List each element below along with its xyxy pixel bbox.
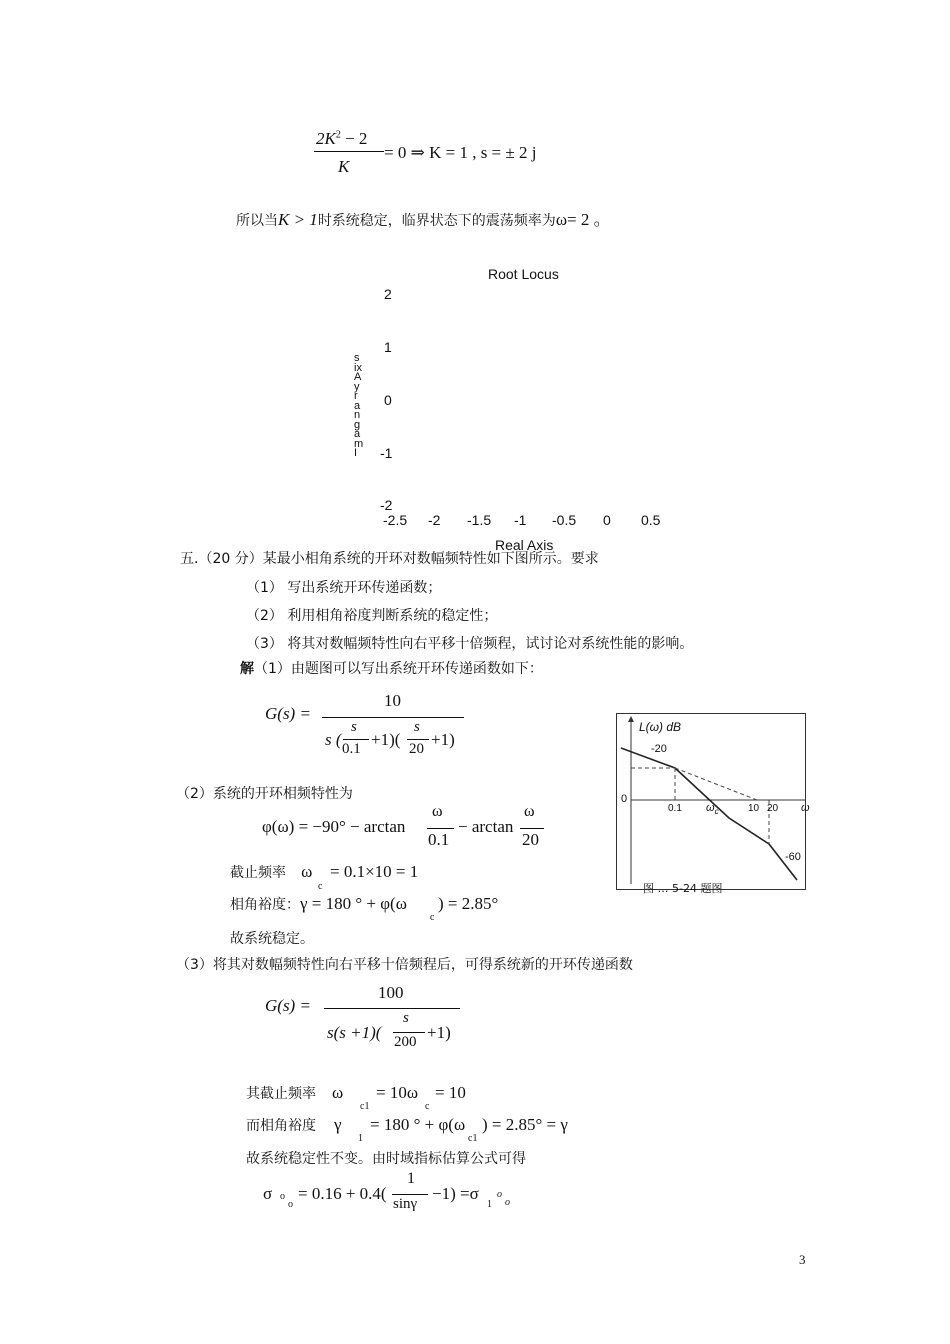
sigma-num: 1 (407, 1170, 415, 1187)
solution-3: （3）将其对数幅频特性向右平移十倍频程后，可得系统新的开环传递函数 (176, 957, 633, 973)
new-cutoff-line: 其截止频率 ω (246, 1083, 344, 1102)
bode-xtick: ω (801, 802, 810, 814)
G1-den-s2: s (414, 719, 420, 735)
sigma-sub-o2: o (288, 1199, 293, 1210)
G1-den-20: 20 (409, 741, 424, 757)
bode-caption: 图 … 5-24 题图 (643, 882, 723, 895)
rl-xtick: -2 (428, 512, 441, 528)
rl-xtick: -1 (514, 512, 527, 528)
G2-den-bar (393, 1032, 425, 1033)
G2-den-s: s (403, 1010, 409, 1026)
rl-ytick: 1 (384, 339, 392, 355)
new-margin-sub2: c1 (468, 1133, 478, 1144)
sigma-lhs: σ (263, 1184, 273, 1203)
problem5-item: （2） 利用相角裕度判断系统的稳定性； (246, 608, 498, 624)
new-cutoff-mid: = 10ω (376, 1083, 419, 1102)
problem5-heading: 五.（20 分）某最小相角系统的开环对数幅频特性如下图所示。要求 (180, 551, 599, 567)
rl-ylabel: s ix A y r a n g a m I (354, 352, 364, 459)
G2-numerator: 100 (378, 983, 404, 1002)
rl-ytick: 0 (384, 392, 392, 408)
unchanged-conclusion: 故系统稳定性不变。由时域指标估算公式可得 (246, 1151, 526, 1167)
rl-xtick: -0.5 (552, 512, 577, 528)
solution-1: 解（1）由题图可以写出系统开环传递函数如下： (240, 661, 543, 677)
G1-den-bar1 (343, 739, 369, 740)
rl-xlabel: Real Axis (495, 537, 554, 553)
G2-den-200: 200 (394, 1034, 417, 1050)
cutoff-sub: c (318, 881, 323, 892)
G1-fraction-bar (322, 717, 464, 718)
phi-bar2 (520, 828, 544, 829)
phi-lhs: φ(ω) = −90° − arctan (262, 817, 406, 836)
cutoff-line: 截止频率 ω (230, 862, 313, 881)
G1-den-end: +1) (431, 730, 455, 749)
bode-xtick: 10 (748, 803, 760, 814)
bode-xtick: 20 (767, 803, 779, 814)
margin-sub: c (430, 912, 435, 923)
bode-dash-slope (675, 768, 757, 800)
G2-fraction-bar (324, 1008, 460, 1009)
bode-y-arrow (628, 716, 634, 722)
bode-slope3: -60 (785, 851, 801, 863)
margin-rhs: ) = 2.85° (438, 894, 499, 913)
rl-xtick: 0.5 (641, 512, 661, 528)
new-margin-mid: = 180 ° + φ(ω (370, 1115, 466, 1134)
stable-conclusion: 故系统稳定。 (230, 931, 314, 947)
eq1-denominator: K (338, 157, 350, 176)
stability-statement: 所以当K > 1时系统稳定，临界状态下的震荡频率为ω= 2 。 (236, 210, 611, 229)
page-number: 3 (799, 1252, 806, 1267)
new-cutoff-sub1: c1 (360, 1101, 370, 1112)
bode-slope1: -20 (651, 743, 667, 755)
sigma-tail: −1) =σ (432, 1184, 479, 1203)
sigma-sub-o4: o (505, 1197, 510, 1208)
G1-den-mid: +1)( (371, 730, 401, 749)
sigma-sub1: 1 (487, 1199, 492, 1210)
rl-xtick: 0 (603, 512, 611, 528)
new-cutoff-sub2: c (425, 1101, 430, 1112)
G1-lhs: G(s) = (265, 704, 311, 723)
G1-den-s: s ( (325, 730, 342, 749)
margin-line: 相角裕度：γ = 180 ° + φ(ω (230, 894, 407, 913)
sigma-sub-o: o (280, 1191, 285, 1202)
phi-bar1 (427, 828, 454, 829)
bode-xtick-wc: $\omega_c$ (706, 802, 719, 817)
bode-figure (616, 713, 810, 895)
solution-2: （2）系统的开环相频特性为 (176, 786, 353, 802)
G2-den-end: +1) (427, 1023, 451, 1042)
phi-d2: 20 (522, 830, 539, 849)
G1-den-bar2 (407, 739, 429, 740)
new-margin-line: 而相角裕度 γ (246, 1115, 342, 1134)
phi-mid: − arctan (458, 817, 514, 836)
rl-ytick: -1 (380, 445, 393, 461)
sigma-mid: = 0.16 + 0.4( (298, 1184, 387, 1203)
new-margin-sub1: 1 (358, 1133, 363, 1144)
new-cutoff-rhs: = 10 (435, 1083, 466, 1102)
bode-xtick: 0.1 (668, 803, 682, 814)
G1-den-01: 0.1 (342, 741, 361, 757)
root-locus-title: Root Locus (488, 266, 559, 282)
eq1-fraction-bar (314, 151, 384, 152)
new-margin-rhs: ) = 2.85° = γ (482, 1115, 568, 1134)
rl-xtick: -1.5 (467, 512, 492, 528)
sigma-sub-o3: o (497, 1189, 502, 1200)
G2-lhs: G(s) = (265, 996, 311, 1015)
phi-d1: 0.1 (428, 830, 450, 849)
eq1-numerator: $2K^2 - 2$ (316, 129, 368, 148)
rl-xtick: -2.5 (383, 512, 408, 528)
problem5-item: （1） 写出系统开环传递函数； (246, 580, 442, 596)
G2-den: s(s +1)( (327, 1023, 382, 1042)
sigma-den: sinγ (393, 1196, 418, 1212)
G1-den-s1: s (351, 719, 357, 735)
G1-numerator: 10 (384, 691, 401, 710)
sigma-bar (392, 1194, 428, 1195)
cutoff-rhs: = 0.1×10 = 1 (330, 862, 419, 881)
phi-w1: ω (432, 803, 443, 820)
eq1-rhs: = 0 ⇒ K = 1 , s = ± 2 j (384, 143, 537, 162)
bode-zero: 0 (621, 793, 628, 805)
phi-w2: ω (524, 803, 535, 820)
rl-ytick: -2 (380, 497, 393, 513)
problem5-item: （3） 将其对数幅频特性向右平移十倍频程，试讨论对系统性能的影响。 (246, 636, 694, 652)
bode-ylabel: L(ω) dB (639, 720, 682, 734)
rl-ytick: 2 (384, 286, 392, 302)
